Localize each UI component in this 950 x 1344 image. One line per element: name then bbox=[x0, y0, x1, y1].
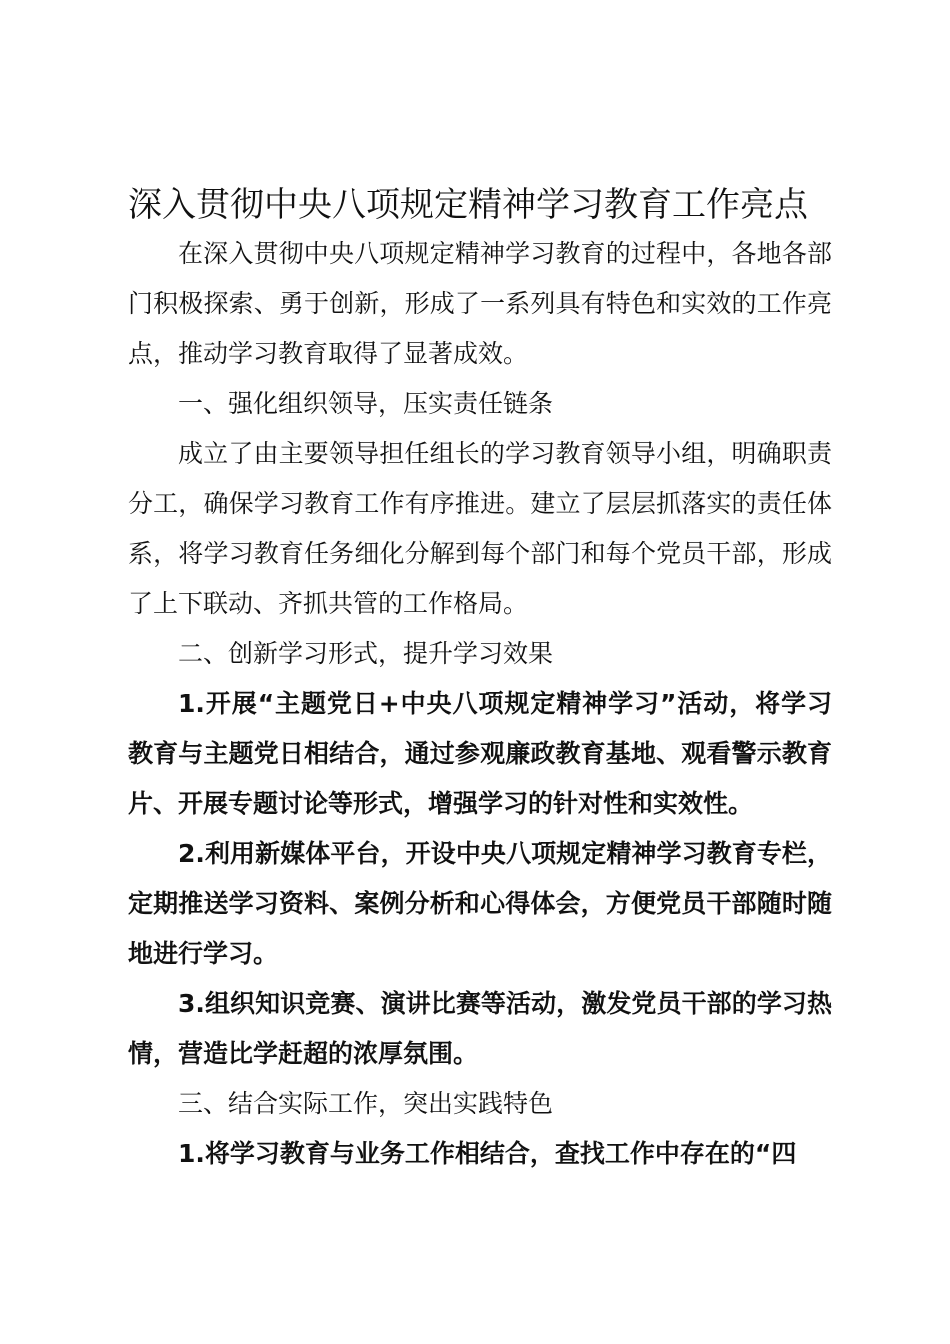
document-body bbox=[128, 229, 832, 1179]
section-heading-1: 一、强化组织领导，压实责任链条 bbox=[178, 389, 554, 418]
section-2-item-2: 2.利用新媒体平台，开设中央八项规定精神学习教育专栏，定期推送学习资料、案例分析和心得体会，方便党员干部随时随地进行学习。 bbox=[128, 839, 832, 968]
section-3-item-1: 1.将学习教育与业务工作相结合，查找工作中存在的“四 bbox=[178, 1139, 797, 1168]
section-2-item-3: 3.组织知识竞赛、演讲比赛等活动，激发党员干部的学习热情，营造比学赶超的浓厚氛围。 bbox=[128, 989, 832, 1068]
section-2-item-1: 1.开展“主题党日+中央八项规定精神学习”活动，将学习教育与主题党日相结合，通过参观廉政教育基地、观看警示教育片、开展专题讨论等形式，增强学习的针对性和实效性。 bbox=[128, 689, 832, 818]
intro-paragraph: 在深入贯彻中央八项规定精神学习教育的过程中，各地各部门积极探索、勇于创新，形成了一系列具有特色和实效的工作亮点，推动学习教育取得了显著成效。 bbox=[128, 239, 832, 368]
section-heading-2: 二、创新学习形式，提升学习效果 bbox=[178, 639, 554, 668]
section-heading-3: 三、结合实际工作，突出实践特色 bbox=[178, 1089, 554, 1118]
document-title: 深入贯彻中央八项规定精神学习教育工作亮点 bbox=[128, 185, 808, 225]
section-1-paragraph: 成立了由主要领导担任组长的学习教育领导小组，明确职责分工，确保学习教育工作有序推进。建立了层层抓落实的责任体系，将学习教育任务细化分解到每个部门和每个党员干部，形成了上下联动、齐抓共管的工作格局。 bbox=[128, 439, 832, 618]
